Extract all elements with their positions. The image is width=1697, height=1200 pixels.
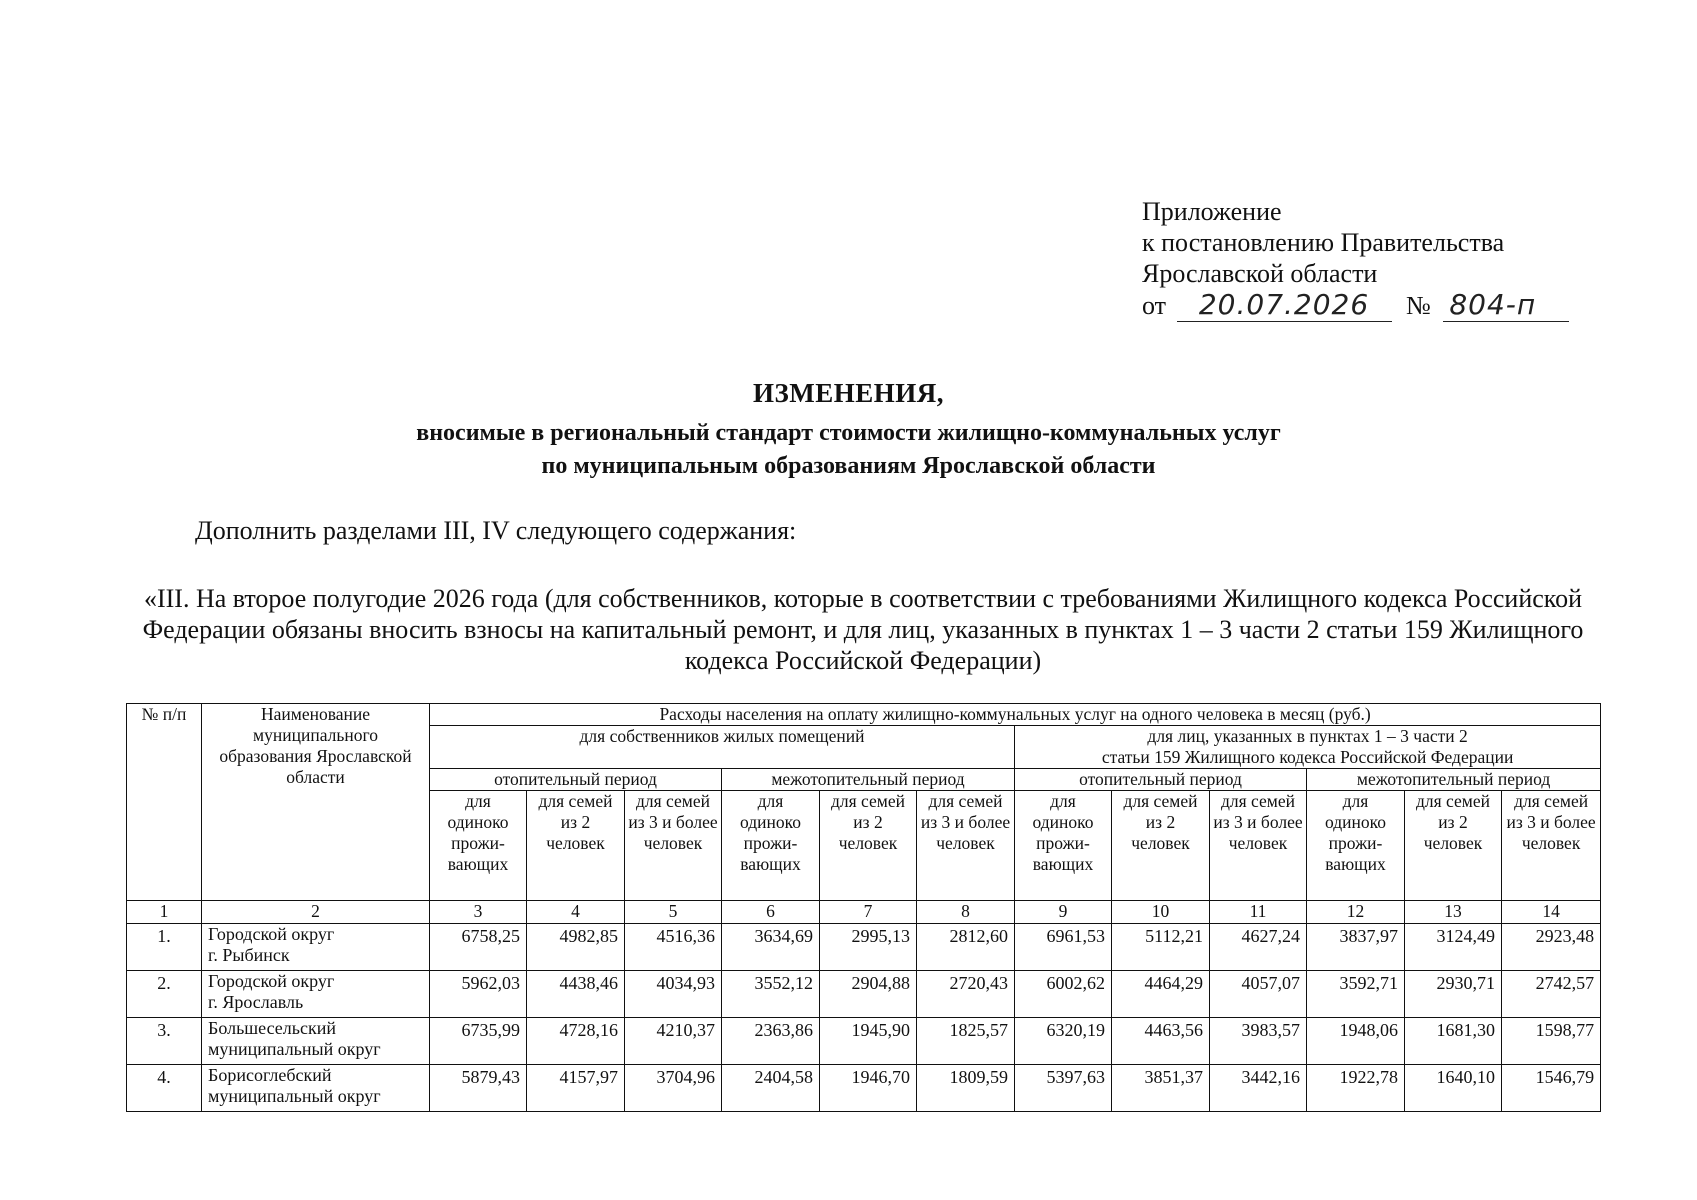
appendix-line-2: к постановлению Правительства xyxy=(1142,228,1505,257)
cost-value-cell: 5879,43 xyxy=(430,1065,527,1112)
header-two: для семей из 2 человек xyxy=(1405,791,1502,901)
header-single: для одиноко прожи-вающих xyxy=(1307,791,1405,901)
date-prefix: от xyxy=(1142,291,1167,320)
cost-value-cell: 6320,19 xyxy=(1015,1018,1112,1065)
header-two: для семей из 2 человек xyxy=(527,791,625,901)
cost-value-cell: 6735,99 xyxy=(430,1018,527,1065)
header-number: № п/п xyxy=(127,704,202,901)
cost-value-cell: 2742,57 xyxy=(1502,971,1601,1018)
cost-value-cell: 4438,46 xyxy=(527,971,625,1018)
column-number: 2 xyxy=(202,901,430,924)
cost-value-cell: 2812,60 xyxy=(917,924,1015,971)
cost-value-cell: 4627,24 xyxy=(1210,924,1307,971)
cost-value-cell: 3704,96 xyxy=(625,1065,722,1112)
cost-value-cell: 5962,03 xyxy=(430,971,527,1018)
cost-value-cell: 1946,70 xyxy=(820,1065,917,1112)
cost-value-cell: 1598,77 xyxy=(1502,1018,1601,1065)
column-number: 7 xyxy=(820,901,917,924)
municipality-name xyxy=(202,1018,430,1065)
cost-value-cell: 4982,85 xyxy=(527,924,625,971)
municipality-name-line-1: Борисоглебский xyxy=(208,1065,332,1085)
document-subtitle-line-1: вносимые в региональный стандарт стоимости жилищно-коммунальных услуг xyxy=(416,420,1281,446)
cost-value-cell: 6758,25 xyxy=(430,924,527,971)
cost-value-cell: 1546,79 xyxy=(1502,1065,1601,1112)
cost-value-cell: 3592,71 xyxy=(1307,971,1405,1018)
cost-value-cell: 4463,56 xyxy=(1112,1018,1210,1065)
cost-value-cell: 1809,59 xyxy=(917,1065,1015,1112)
header-two: для семей из 2 человек xyxy=(820,791,917,901)
table-row xyxy=(127,1065,1601,1112)
appendix-line-1: Приложение xyxy=(1142,197,1282,226)
cost-value-cell: 4057,07 xyxy=(1210,971,1307,1018)
cost-value-cell: 4157,97 xyxy=(527,1065,625,1112)
header-single: для одиноко прожи-вающих xyxy=(1015,791,1112,901)
table-row xyxy=(127,1018,1601,1065)
cost-value-cell: 1640,10 xyxy=(1405,1065,1502,1112)
municipality-name-line-1: Городской округ xyxy=(208,924,335,944)
cost-value-cell: 3634,69 xyxy=(722,924,820,971)
header-persons-line-2: статьи 159 Жилищного кодекса Российской Федерации xyxy=(1101,747,1514,767)
cost-value-cell: 1825,57 xyxy=(917,1018,1015,1065)
column-number: 10 xyxy=(1112,901,1210,924)
number-prefix: № xyxy=(1406,291,1431,320)
column-number: 13 xyxy=(1405,901,1502,924)
cost-value-cell: 3837,97 xyxy=(1307,924,1405,971)
municipality-name xyxy=(202,971,430,1018)
cost-value-cell: 5112,21 xyxy=(1112,924,1210,971)
header-three: для семей из 3 и более человек xyxy=(917,791,1015,901)
row-index: 2. xyxy=(127,971,202,1018)
header-owners: для собственников жилых помещений xyxy=(430,726,1015,769)
row-index: 4. xyxy=(127,1065,202,1112)
handwritten-date: 20.07.2026 xyxy=(1177,289,1392,320)
cost-value-cell: 4728,16 xyxy=(527,1018,625,1065)
cost-value-cell: 1922,78 xyxy=(1307,1065,1405,1112)
cost-value-cell: 2995,13 xyxy=(820,924,917,971)
column-number: 3 xyxy=(430,901,527,924)
cost-value-cell: 2923,48 xyxy=(1502,924,1601,971)
cost-value-cell: 2363,86 xyxy=(722,1018,820,1065)
cost-value-cell: 6002,62 xyxy=(1015,971,1112,1018)
intro-paragraph: Дополнить разделами III, IV следующего содержания: xyxy=(195,516,797,545)
column-number: 14 xyxy=(1502,901,1601,924)
municipality-name-line-2: г. Рыбинск xyxy=(208,945,290,965)
column-number: 1 xyxy=(127,901,202,924)
header-two: для семей из 2 человек xyxy=(1112,791,1210,901)
municipality-name-line-2: г. Ярославль xyxy=(208,992,304,1012)
header-three: для семей из 3 и более человек xyxy=(1210,791,1307,901)
cost-value-cell: 3851,37 xyxy=(1112,1065,1210,1112)
column-number: 11 xyxy=(1210,901,1307,924)
column-number: 8 xyxy=(917,901,1015,924)
cost-value-cell: 2404,58 xyxy=(722,1065,820,1112)
cost-value-cell: 1945,90 xyxy=(820,1018,917,1065)
header-three: для семей из 3 и более человек xyxy=(625,791,722,901)
cost-value-cell: 4516,36 xyxy=(625,924,722,971)
column-number: 4 xyxy=(527,901,625,924)
cost-value-cell: 4210,37 xyxy=(625,1018,722,1065)
cost-value-cell: 2930,71 xyxy=(1405,971,1502,1018)
appendix-date-line xyxy=(1142,289,1569,321)
header-persons xyxy=(1015,726,1601,769)
header-persons-nonheating: межотопительный период xyxy=(1307,769,1601,791)
row-index: 1. xyxy=(127,924,202,971)
column-number: 6 xyxy=(722,901,820,924)
municipality-name xyxy=(202,1065,430,1112)
municipality-name-line-2: муниципальный округ xyxy=(208,1039,381,1059)
row-index: 3. xyxy=(127,1018,202,1065)
cost-value-cell: 3983,57 xyxy=(1210,1018,1307,1065)
cost-value-cell: 3124,49 xyxy=(1405,924,1502,971)
cost-value-cell: 6961,53 xyxy=(1015,924,1112,971)
municipality-name-line-1: Большесельский xyxy=(208,1018,336,1038)
cost-value-cell: 2904,88 xyxy=(820,971,917,1018)
header-persons-line-1: для лиц, указанных в пунктах 1 – 3 части 2 xyxy=(1147,726,1468,746)
column-number: 9 xyxy=(1015,901,1112,924)
header-single: для одиноко прожи-вающих xyxy=(430,791,527,901)
appendix-line-3: Ярославской области xyxy=(1142,259,1378,288)
cost-value-cell: 4464,29 xyxy=(1112,971,1210,1018)
cost-value-cell: 1681,30 xyxy=(1405,1018,1502,1065)
header-owners-heating: отопительный период xyxy=(430,769,722,791)
column-number: 5 xyxy=(625,901,722,924)
cost-value-cell: 5397,63 xyxy=(1015,1065,1112,1112)
header-persons-heating: отопительный период xyxy=(1015,769,1307,791)
appendix-block xyxy=(1142,196,1569,321)
municipality-name-line-2: муниципальный округ xyxy=(208,1086,381,1106)
column-number: 12 xyxy=(1307,901,1405,924)
header-single: для одиноко прожи-вающих xyxy=(722,791,820,901)
document-subtitle-line-2: по муниципальным образованиям Ярославской области xyxy=(541,453,1156,479)
section-heading: «III. На второе полугодие 2026 года (для собственников, которые в соответствии с требованиями Жилищного кодекса Российской Федерации обязаны вносить взносы на капитальный ремонт, и для лиц, указанных в пунктах 1 – 3 части 2 статьи 159 Жилищного кодекса Российской Федерации) xyxy=(142,584,1584,675)
cost-value-cell: 2720,43 xyxy=(917,971,1015,1018)
cost-value-cell: 3552,12 xyxy=(722,971,820,1018)
handwritten-number: 804-п xyxy=(1443,289,1569,320)
header-municipality-name: Наименование муниципального образования Ярославской области xyxy=(202,704,430,901)
cost-value-cell: 3442,16 xyxy=(1210,1065,1307,1112)
municipality-name xyxy=(202,924,430,971)
document-title: ИЗМЕНЕНИЯ, xyxy=(752,378,944,408)
header-three: для семей из 3 и более человек xyxy=(1502,791,1601,901)
cost-value-cell: 4034,93 xyxy=(625,971,722,1018)
cost-value-cell: 1948,06 xyxy=(1307,1018,1405,1065)
table-row xyxy=(127,971,1601,1018)
municipality-name-line-1: Городской округ xyxy=(208,971,335,991)
header-owners-nonheating: межотопительный период xyxy=(722,769,1015,791)
cost-standard-table xyxy=(126,703,1601,1112)
header-expenses: Расходы населения на оплату жилищно-коммунальных услуг на одного человека в месяц (руб.) xyxy=(430,704,1601,726)
table-row xyxy=(127,924,1601,971)
